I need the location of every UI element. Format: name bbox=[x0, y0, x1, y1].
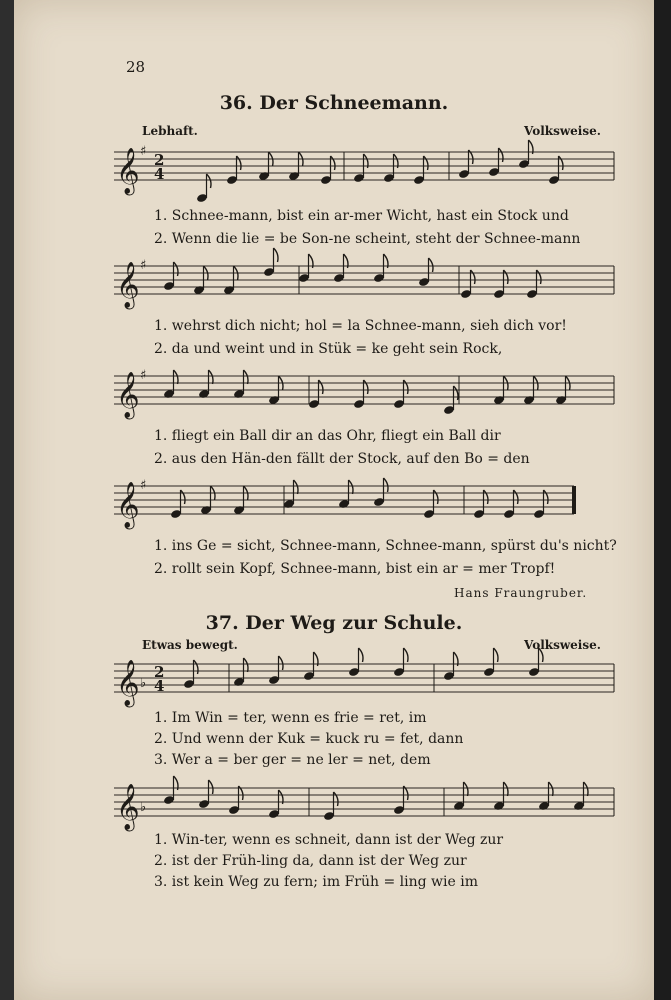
scan-border-right bbox=[654, 0, 671, 1000]
music-staff bbox=[114, 140, 614, 210]
treble-clef-icon: 𝄞 bbox=[116, 148, 140, 194]
note-flag bbox=[331, 156, 336, 170]
treble-clef-icon: 𝄞 bbox=[116, 372, 140, 418]
sharp-icon: ♯ bbox=[140, 144, 147, 159]
note-flag bbox=[471, 270, 476, 284]
note-flag bbox=[319, 380, 324, 394]
lyric-line: 1. Im Win = ter, wenn es frie = ret, im bbox=[154, 710, 427, 726]
tempo-marking-36: Lebhaft. bbox=[142, 124, 198, 138]
treble-clef-icon: 𝄞 bbox=[116, 784, 140, 830]
sharp-icon: ♯ bbox=[140, 368, 147, 383]
note-flag bbox=[504, 782, 509, 796]
note-flag bbox=[244, 658, 249, 672]
lyric-line: 1. Schnee-mann, bist ein ar-mer Wicht, hast ein Stock und bbox=[154, 208, 569, 224]
lyric-line: 3. Wer a = ber ger = ne ler = net, dem bbox=[154, 752, 431, 768]
origin-label-37: Volksweise. bbox=[524, 638, 601, 652]
note-flag bbox=[544, 490, 549, 504]
note-flag bbox=[174, 370, 179, 384]
note-flag bbox=[434, 490, 439, 504]
note-flag bbox=[207, 174, 212, 188]
time-signature-digit: 2 bbox=[154, 663, 165, 681]
treble-clef-icon: 𝄞 bbox=[116, 482, 140, 528]
lyric-line: 1. ins Ge = sicht, Schnee-mann, Schnee-mann, spürst du's nicht? bbox=[154, 538, 617, 554]
note-flag bbox=[237, 156, 242, 170]
note-flag bbox=[364, 380, 369, 394]
lyric-line: 2. aus den Hän-den fällt der Stock, auf den Bo = den bbox=[154, 451, 530, 467]
note-flag bbox=[274, 248, 279, 262]
note-flag bbox=[181, 490, 186, 504]
note-flag bbox=[334, 792, 339, 806]
note-flag bbox=[359, 648, 364, 662]
note-flag bbox=[549, 782, 554, 796]
note-flag bbox=[484, 490, 489, 504]
lyric-line: 3. ist kein Weg zu fern; im Früh = ling wie im bbox=[154, 874, 478, 890]
note-flag bbox=[209, 780, 214, 794]
note-flag bbox=[424, 156, 429, 170]
note-flag bbox=[294, 480, 299, 494]
flat-icon: ♭ bbox=[140, 676, 147, 691]
treble-clef-icon: 𝄞 bbox=[116, 262, 140, 308]
tempo-marking-37: Etwas bewegt. bbox=[142, 638, 238, 652]
lyric-line: 2. rollt sein Kopf, Schnee-mann, bist ein ar = mer Tropf! bbox=[154, 561, 556, 577]
staff-notation bbox=[114, 364, 614, 434]
treble-clef-icon: 𝄞 bbox=[116, 660, 140, 706]
lyric-line: 2. ist der Früh-ling da, dann ist der Weg zur bbox=[154, 853, 467, 869]
note-flag bbox=[349, 480, 354, 494]
staff-notation bbox=[114, 254, 614, 324]
scan-border-left bbox=[0, 0, 14, 1000]
lyric-line: 2. Wenn die lie = be Son-ne scheint, steht der Schnee-mann bbox=[154, 231, 581, 247]
note-flag bbox=[429, 258, 434, 272]
note-flag bbox=[494, 648, 499, 662]
staff-notation bbox=[114, 140, 614, 210]
note-flag bbox=[244, 370, 249, 384]
flat-icon: ♭ bbox=[140, 800, 147, 815]
note-flag bbox=[559, 156, 564, 170]
note-flag bbox=[174, 262, 179, 276]
lyric-line: 1. wehrst dich nicht; hol = la Schnee-mann, sieh dich vor! bbox=[154, 318, 567, 334]
note-flag bbox=[464, 782, 469, 796]
note-flag bbox=[279, 656, 284, 670]
note-flag bbox=[537, 270, 542, 284]
origin-label-36: Volksweise. bbox=[524, 124, 601, 138]
lyric-line: 1. Win-ter, wenn es schneit, dann ist der Weg zur bbox=[154, 832, 504, 848]
note-flag bbox=[499, 148, 504, 162]
music-staff bbox=[114, 364, 614, 434]
note-flag bbox=[384, 478, 389, 492]
music-staff bbox=[114, 254, 614, 324]
note-flag bbox=[194, 660, 199, 674]
note-flag bbox=[504, 270, 509, 284]
lyric-line: 1. fliegt ein Ball dir an das Ohr, fliegt ein Ball dir bbox=[154, 428, 501, 444]
note-flag bbox=[514, 490, 519, 504]
time-signature-digit: 4 bbox=[154, 677, 165, 695]
song-title-37: 37. Der Weg zur Schule. bbox=[205, 612, 463, 634]
sharp-icon: ♯ bbox=[140, 478, 147, 493]
music-staff bbox=[114, 474, 614, 544]
staff-notation bbox=[114, 474, 614, 544]
time-signature-digit: 2 bbox=[154, 151, 165, 169]
song-title-36: 36. Der Schneemann. bbox=[219, 92, 449, 114]
author-credit: Hans Fraungruber. bbox=[454, 586, 588, 600]
note-flag bbox=[584, 782, 589, 796]
note-flag bbox=[404, 648, 409, 662]
time-signature-digit: 4 bbox=[154, 165, 165, 183]
note-flag bbox=[454, 386, 459, 400]
lyric-line: 2. da und weint und in Stük = ke geht sein Rock, bbox=[154, 341, 503, 357]
lyric-line: 2. Und wenn der Kuk = kuck ru = fet, dann bbox=[154, 731, 464, 747]
page-number: 28 bbox=[126, 58, 146, 76]
sharp-icon: ♯ bbox=[140, 258, 147, 273]
book-page bbox=[14, 0, 654, 1000]
note-flag bbox=[404, 380, 409, 394]
note-flag bbox=[209, 370, 214, 384]
